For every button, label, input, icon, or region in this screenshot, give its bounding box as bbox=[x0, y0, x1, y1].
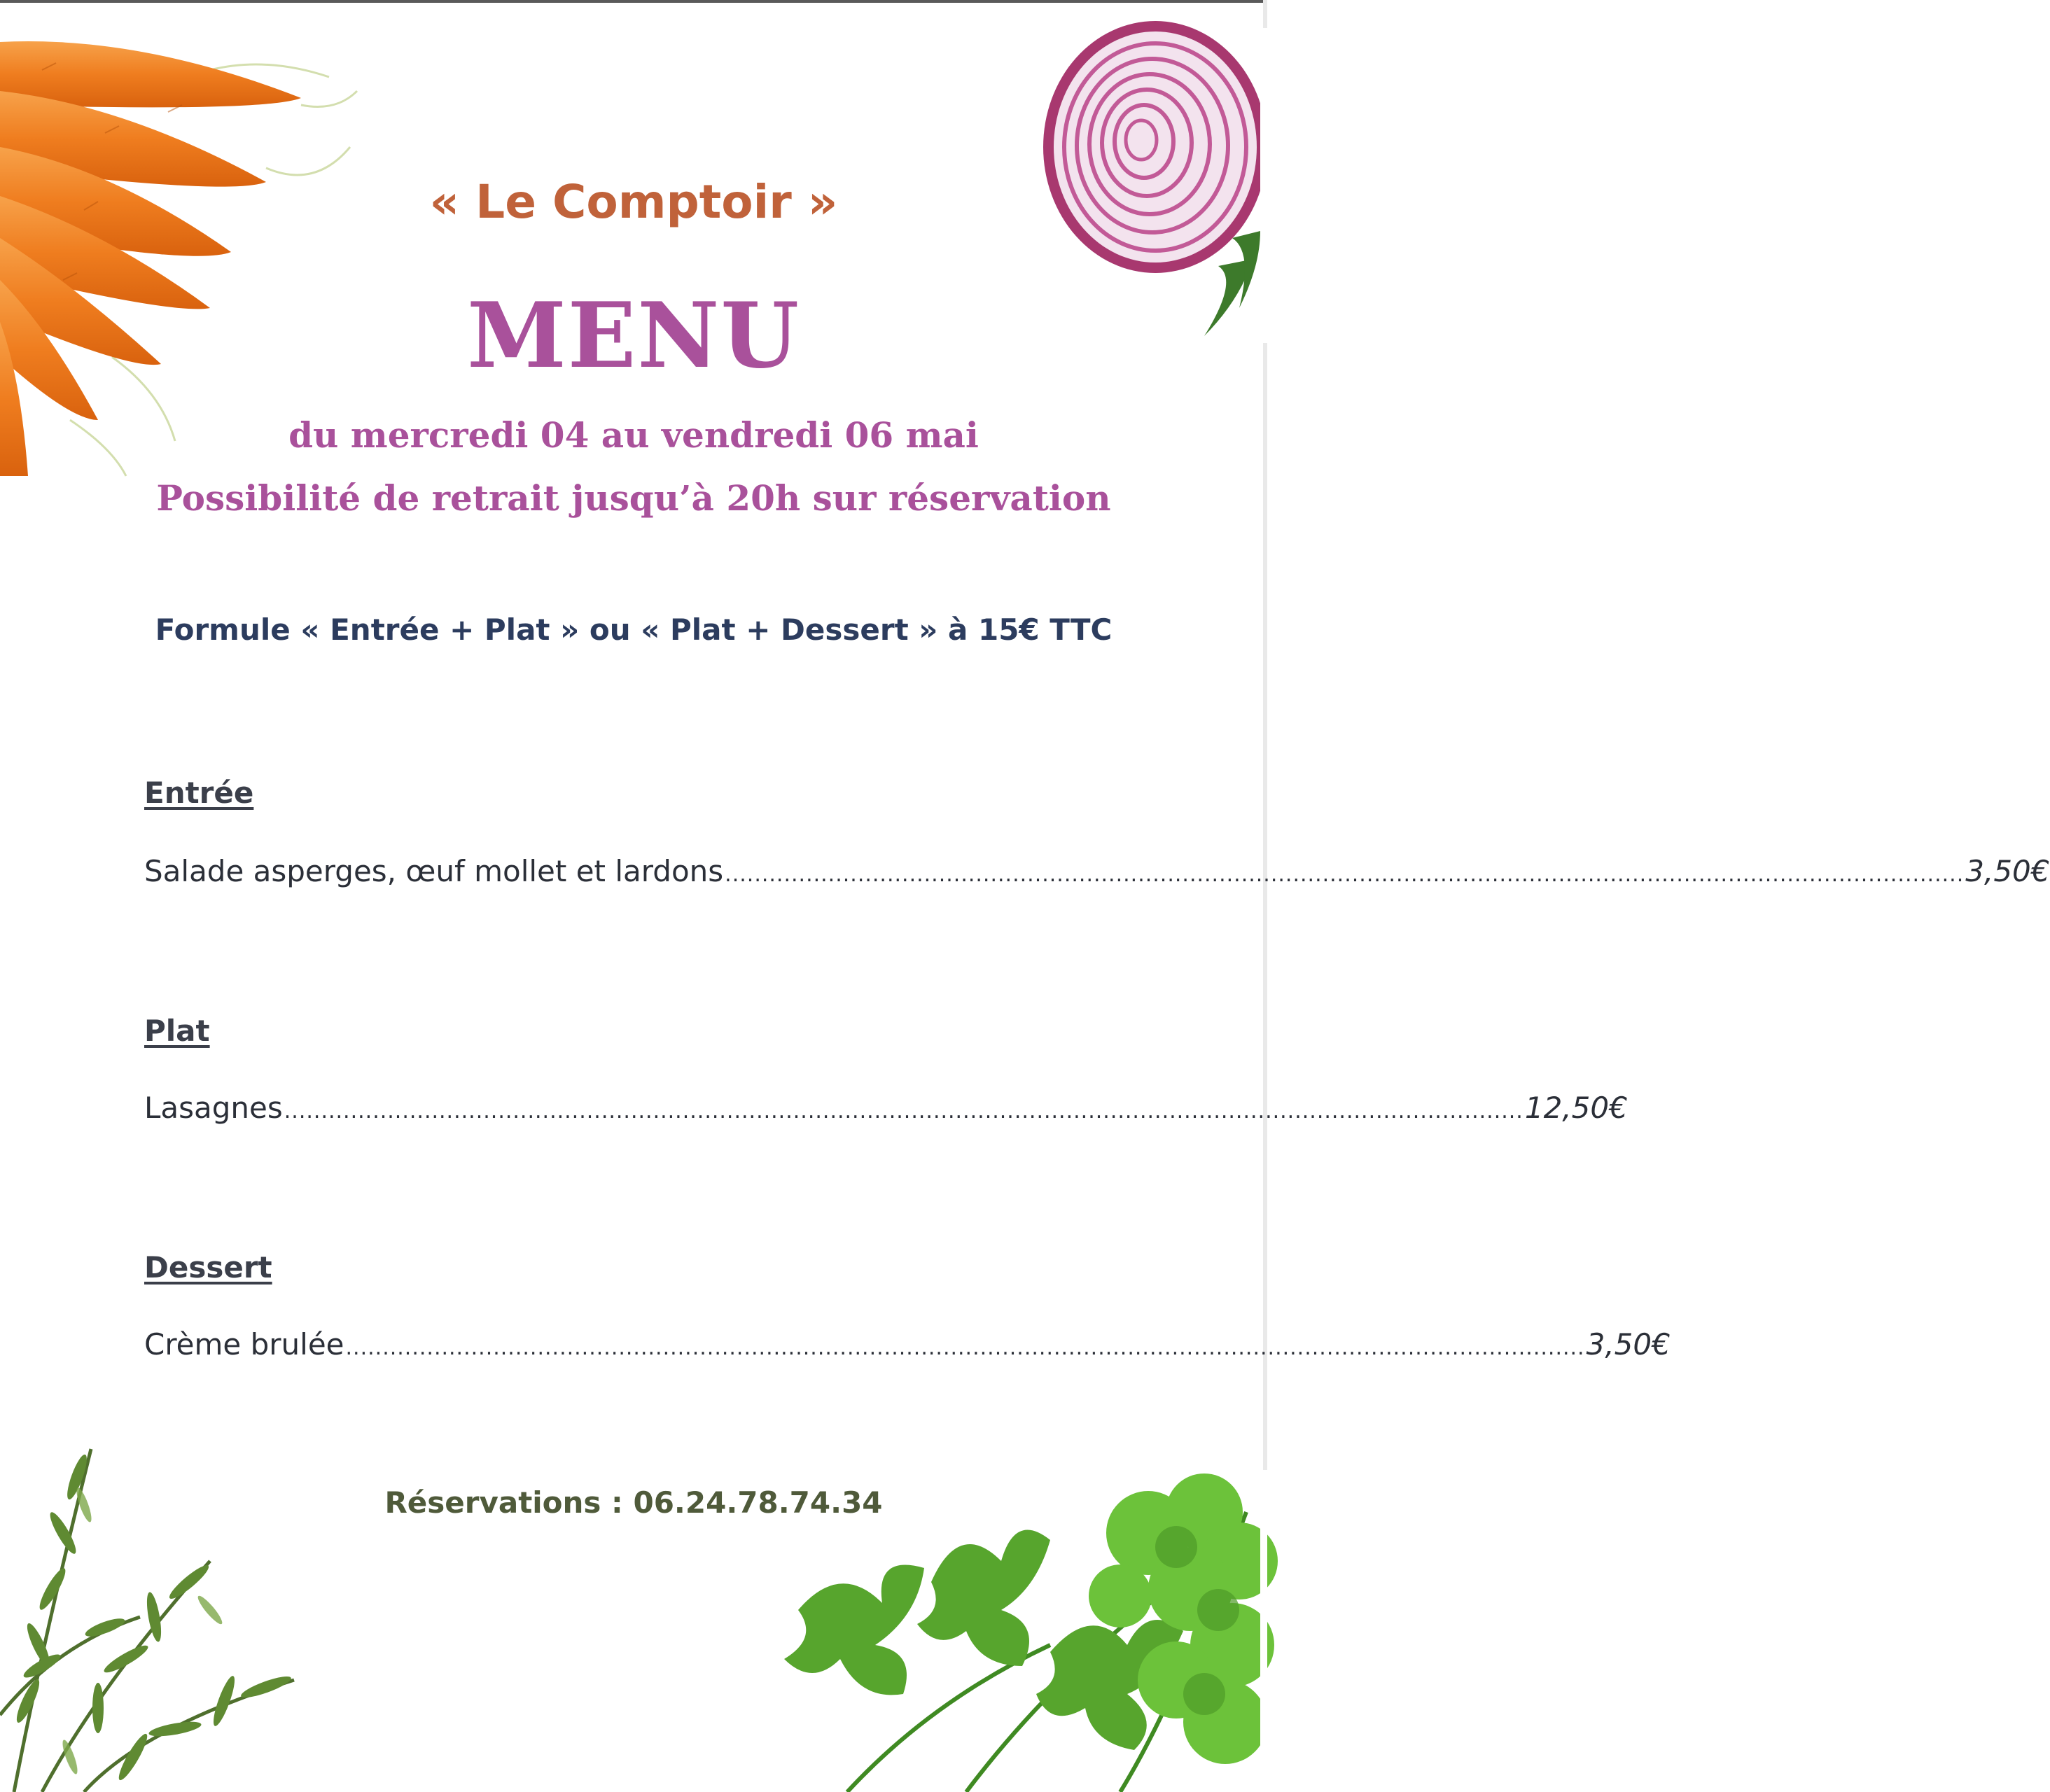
restaurant-name: « Le Comptoir » bbox=[429, 175, 838, 229]
item-price: 3,50€ bbox=[1586, 1327, 1671, 1362]
item-price: 12,50€ bbox=[1524, 1091, 1628, 1125]
menu-item-dessert bbox=[144, 1327, 1671, 1362]
item-name: Crème brulée bbox=[144, 1327, 344, 1362]
menu-title: MENU bbox=[467, 284, 800, 388]
item-price: 3,50€ bbox=[1965, 854, 2050, 888]
menu-item-plat bbox=[144, 1091, 1628, 1125]
dot-leader: ........................................................................................................................................................................ bbox=[284, 1099, 1523, 1124]
reservations-phone: Réservations : 06.24.78.74.34 bbox=[384, 1485, 883, 1520]
section-heading-dessert: Dessert bbox=[144, 1250, 272, 1284]
item-name: Salade asperges, œuf mollet et lardons bbox=[144, 854, 724, 888]
section-heading-plat: Plat bbox=[144, 1014, 210, 1048]
dot-leader: ........................................................................................................................................................................ bbox=[725, 862, 1965, 887]
top-border bbox=[0, 0, 1267, 3]
menu-item-entree bbox=[144, 854, 2050, 888]
pickup-note: Possibilité de retrait jusqu’à 20h sur réservation bbox=[156, 477, 1111, 519]
menu-dates: du mercredi 04 au vendredi 06 mai bbox=[288, 414, 979, 456]
dot-leader: ........................................................................................................................................................................ bbox=[345, 1336, 1585, 1360]
formula-offer: Formule « Entrée + Plat » ou « Plat + Dessert » à 15€ TTC bbox=[155, 612, 1113, 647]
carrots-image bbox=[0, 28, 364, 476]
section-heading-entree: Entrée bbox=[144, 776, 254, 810]
item-name: Lasagnes bbox=[144, 1091, 283, 1125]
